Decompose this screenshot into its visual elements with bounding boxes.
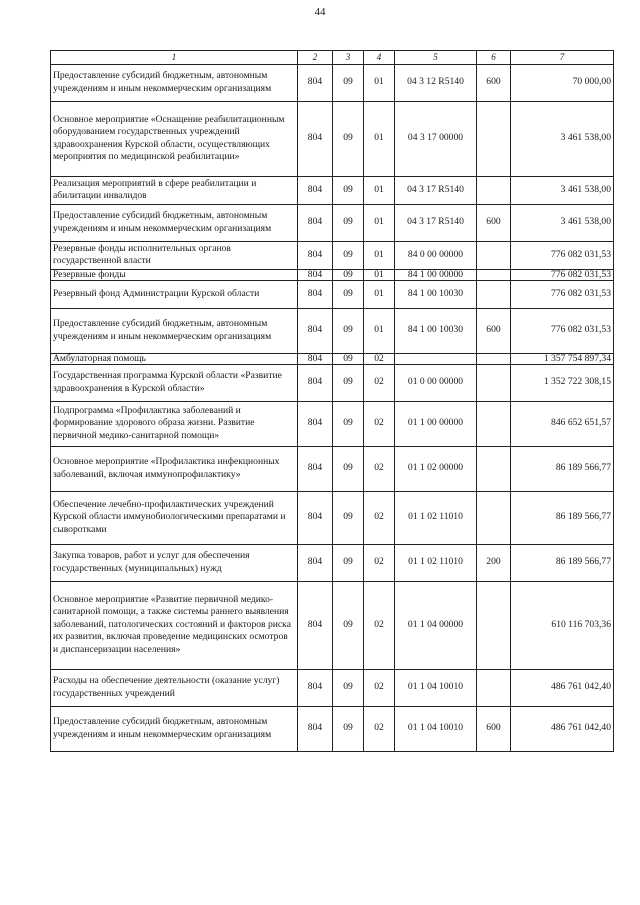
row-section-code-cell: 09 [333, 446, 364, 491]
row-section-code-cell: 09 [333, 308, 364, 353]
row-name-cell: Закупка товаров, работ и услуг для обеспечения государственных (муниципальных) нужд [51, 544, 298, 581]
row-name-cell: Амбулаторная помощь [51, 353, 298, 364]
row-target-article-cell: 04 3 17 R5140 [395, 204, 477, 241]
row-target-article-cell: 01 1 02 00000 [395, 446, 477, 491]
row-amount-cell: 776 082 031,53 [511, 241, 614, 269]
header-col-1: 1 [51, 51, 298, 65]
row-amount-cell: 70 000,00 [511, 64, 614, 101]
table-row [51, 241, 614, 269]
row-name-cell: Резервные фонды исполнительных органов государственной власти [51, 241, 298, 269]
row-name-cell: Реализация мероприятий в сфере реабилитации и абилитации инвалидов [51, 176, 298, 204]
row-expense-type-cell [477, 176, 511, 204]
table-row [51, 269, 614, 280]
row-ministry-code-cell: 804 [298, 669, 333, 706]
row-expense-type-cell [477, 241, 511, 269]
row-amount-cell: 486 761 042,40 [511, 706, 614, 751]
page-number: 44 [314, 6, 326, 18]
header-col-4: 4 [364, 51, 395, 65]
row-subsection-code-cell: 01 [364, 64, 395, 101]
header-col-5: 5 [395, 51, 477, 65]
table-header-row [51, 51, 614, 65]
row-ministry-code-cell: 804 [298, 544, 333, 581]
row-section-code-cell: 09 [333, 64, 364, 101]
row-subsection-code-cell: 01 [364, 269, 395, 280]
row-expense-type-cell: 600 [477, 64, 511, 101]
row-expense-type-cell [477, 401, 511, 446]
table-row [51, 101, 614, 176]
row-ministry-code-cell: 804 [298, 204, 333, 241]
row-expense-type-cell [477, 446, 511, 491]
header-col-6: 6 [477, 51, 511, 65]
row-subsection-code-cell: 01 [364, 204, 395, 241]
row-expense-type-cell [477, 269, 511, 280]
row-amount-cell: 3 461 538,00 [511, 204, 614, 241]
row-name-cell: Резервные фонды [51, 269, 298, 280]
row-section-code-cell: 09 [333, 401, 364, 446]
row-amount-cell: 86 189 566,77 [511, 446, 614, 491]
row-expense-type-cell [477, 364, 511, 401]
row-name-cell: Расходы на обеспечение деятельности (оказание услуг) государственных учреждений [51, 669, 298, 706]
row-subsection-code-cell: 02 [364, 446, 395, 491]
row-target-article-cell: 01 1 04 00000 [395, 581, 477, 669]
table-row [51, 581, 614, 669]
row-amount-cell: 776 082 031,53 [511, 280, 614, 308]
row-amount-cell: 846 652 651,57 [511, 401, 614, 446]
row-name-cell: Обеспечение лечебно-профилактических учреждений Курской области иммунобиологическими препаратами и сыворотками [51, 491, 298, 544]
row-subsection-code-cell: 01 [364, 241, 395, 269]
row-ministry-code-cell: 804 [298, 280, 333, 308]
table-row [51, 64, 614, 101]
table-row [51, 176, 614, 204]
row-target-article-cell [395, 353, 477, 364]
header-col-2: 2 [298, 51, 333, 65]
row-section-code-cell: 09 [333, 491, 364, 544]
header-col-3: 3 [333, 51, 364, 65]
row-section-code-cell: 09 [333, 353, 364, 364]
table-row [51, 669, 614, 706]
row-ministry-code-cell: 804 [298, 491, 333, 544]
row-expense-type-cell: 600 [477, 308, 511, 353]
row-subsection-code-cell: 01 [364, 280, 395, 308]
table-row [51, 353, 614, 364]
row-name-cell: Предоставление субсидий бюджетным, автономным учреждениям и иным некоммерческим организациям [51, 204, 298, 241]
row-ministry-code-cell: 804 [298, 581, 333, 669]
row-amount-cell: 3 461 538,00 [511, 101, 614, 176]
row-amount-cell: 86 189 566,77 [511, 491, 614, 544]
row-expense-type-cell [477, 581, 511, 669]
row-expense-type-cell [477, 101, 511, 176]
row-name-cell: Подпрограмма «Профилактика заболеваний и формирование здорового образа жизни. Развитие первичной медико-санитарной помощи» [51, 401, 298, 446]
row-expense-type-cell: 600 [477, 204, 511, 241]
row-subsection-code-cell: 02 [364, 581, 395, 669]
budget-table [50, 50, 614, 752]
table-row [51, 308, 614, 353]
row-section-code-cell: 09 [333, 280, 364, 308]
row-section-code-cell: 09 [333, 706, 364, 751]
row-target-article-cell: 01 0 00 00000 [395, 364, 477, 401]
table-row [51, 491, 614, 544]
row-subsection-code-cell: 02 [364, 364, 395, 401]
row-amount-cell: 86 189 566,77 [511, 544, 614, 581]
row-target-article-cell: 84 1 00 10030 [395, 280, 477, 308]
row-section-code-cell: 09 [333, 544, 364, 581]
row-section-code-cell: 09 [333, 101, 364, 176]
row-target-article-cell: 01 1 00 00000 [395, 401, 477, 446]
row-name-cell: Основное мероприятие «Оснащение реабилитационным оборудованием государственных учреждений здравоохранения Курской области, осуществляющих мероприятия по медицинской реабилитации» [51, 101, 298, 176]
row-target-article-cell: 01 1 04 10010 [395, 669, 477, 706]
row-ministry-code-cell: 804 [298, 353, 333, 364]
row-subsection-code-cell: 02 [364, 401, 395, 446]
row-target-article-cell: 84 0 00 00000 [395, 241, 477, 269]
row-amount-cell: 610 116 703,36 [511, 581, 614, 669]
row-subsection-code-cell: 01 [364, 308, 395, 353]
row-target-article-cell: 04 3 12 R5140 [395, 64, 477, 101]
row-ministry-code-cell: 804 [298, 269, 333, 280]
row-ministry-code-cell: 804 [298, 64, 333, 101]
row-amount-cell: 3 461 538,00 [511, 176, 614, 204]
table-row [51, 544, 614, 581]
row-amount-cell: 776 082 031,53 [511, 308, 614, 353]
row-subsection-code-cell: 02 [364, 544, 395, 581]
row-name-cell: Предоставление субсидий бюджетным, автономным учреждениям и иным некоммерческим организациям [51, 706, 298, 751]
header-col-7: 7 [511, 51, 614, 65]
row-subsection-code-cell: 02 [364, 491, 395, 544]
table-row [51, 280, 614, 308]
row-ministry-code-cell: 804 [298, 308, 333, 353]
row-expense-type-cell [477, 280, 511, 308]
row-section-code-cell: 09 [333, 669, 364, 706]
table-row [51, 364, 614, 401]
row-amount-cell: 486 761 042,40 [511, 669, 614, 706]
row-section-code-cell: 09 [333, 581, 364, 669]
row-target-article-cell: 04 3 17 00000 [395, 101, 477, 176]
row-ministry-code-cell: 804 [298, 241, 333, 269]
row-subsection-code-cell: 02 [364, 706, 395, 751]
row-amount-cell: 776 082 031,53 [511, 269, 614, 280]
table-row [51, 401, 614, 446]
row-ministry-code-cell: 804 [298, 176, 333, 204]
row-section-code-cell: 09 [333, 176, 364, 204]
row-expense-type-cell: 600 [477, 706, 511, 751]
row-subsection-code-cell: 02 [364, 669, 395, 706]
table-row [51, 706, 614, 751]
row-name-cell: Предоставление субсидий бюджетным, автономным учреждениям и иным некоммерческим организациям [51, 64, 298, 101]
row-target-article-cell: 04 3 17 R5140 [395, 176, 477, 204]
table-row [51, 204, 614, 241]
row-target-article-cell: 01 1 02 11010 [395, 544, 477, 581]
row-amount-cell: 1 352 722 308,15 [511, 364, 614, 401]
row-subsection-code-cell: 01 [364, 176, 395, 204]
row-section-code-cell: 09 [333, 241, 364, 269]
row-expense-type-cell [477, 669, 511, 706]
row-target-article-cell: 01 1 02 11010 [395, 491, 477, 544]
row-name-cell: Основное мероприятие «Профилактика инфекционных заболеваний, включая иммунопрофилактику» [51, 446, 298, 491]
row-subsection-code-cell: 02 [364, 353, 395, 364]
row-name-cell: Основное мероприятие «Развитие первичной медико-санитарной помощи, а также системы раннего выявления заболеваний, патологических состояний и факторов риска их развития, включая проведение медицинских осмотров и диспансеризации населения» [51, 581, 298, 669]
row-ministry-code-cell: 804 [298, 101, 333, 176]
row-ministry-code-cell: 804 [298, 446, 333, 491]
row-section-code-cell: 09 [333, 364, 364, 401]
row-section-code-cell: 09 [333, 269, 364, 280]
row-expense-type-cell [477, 491, 511, 544]
row-subsection-code-cell: 01 [364, 101, 395, 176]
row-target-article-cell: 01 1 04 10010 [395, 706, 477, 751]
row-target-article-cell: 84 1 00 10030 [395, 308, 477, 353]
row-section-code-cell: 09 [333, 204, 364, 241]
table-row [51, 446, 614, 491]
row-ministry-code-cell: 804 [298, 706, 333, 751]
row-name-cell: Государственная программа Курской области «Развитие здравоохранения в Курской области» [51, 364, 298, 401]
row-target-article-cell: 84 1 00 00000 [395, 269, 477, 280]
row-expense-type-cell: 200 [477, 544, 511, 581]
row-ministry-code-cell: 804 [298, 364, 333, 401]
row-expense-type-cell [477, 353, 511, 364]
row-name-cell: Резервный фонд Администрации Курской области [51, 280, 298, 308]
row-ministry-code-cell: 804 [298, 401, 333, 446]
row-name-cell: Предоставление субсидий бюджетным, автономным учреждениям и иным некоммерческим организациям [51, 308, 298, 353]
row-amount-cell: 1 357 754 897,34 [511, 353, 614, 364]
